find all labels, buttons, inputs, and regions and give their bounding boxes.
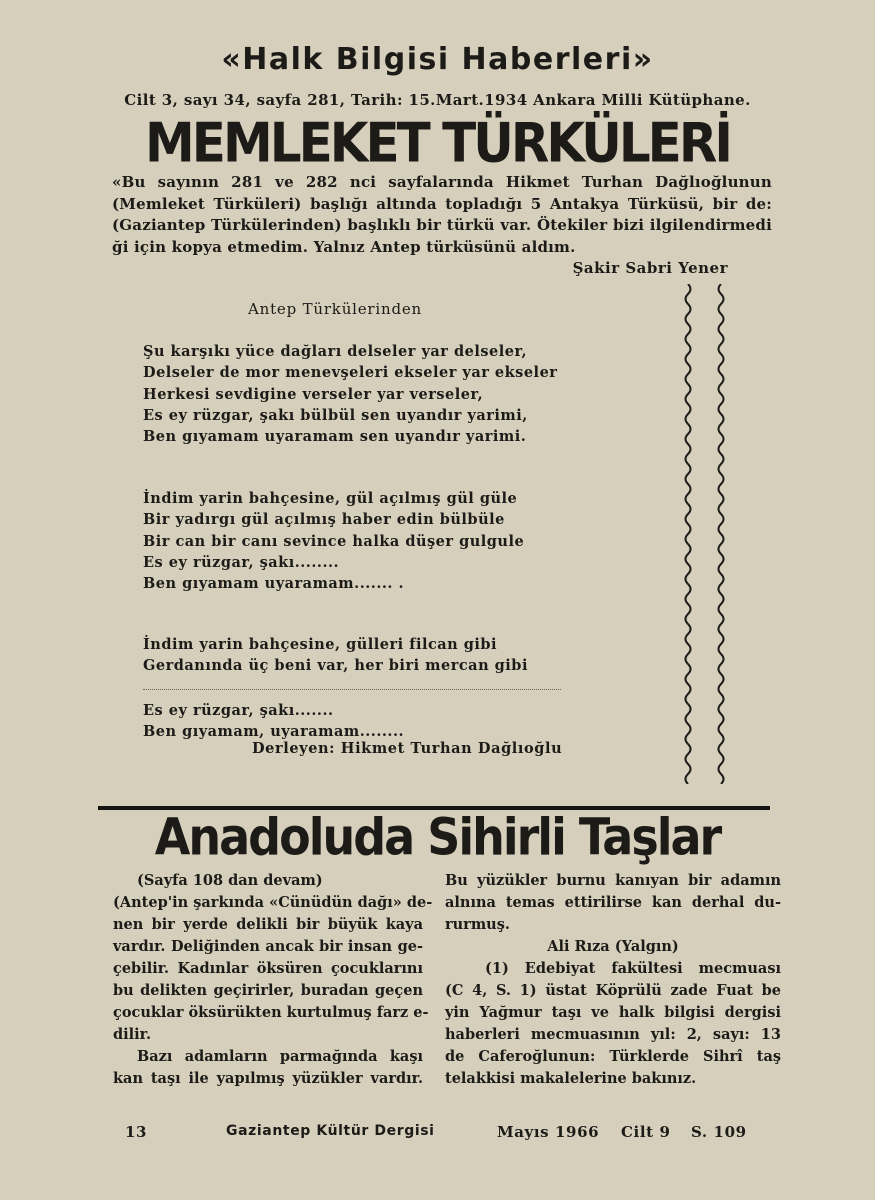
footnote-line: (1) Edebiyat fakültesi mecmuası <box>485 960 781 977</box>
column-line: nen bir yerde delikli bir büyük kaya <box>113 916 423 933</box>
poem-line: Ben gıyamam, uyaramam........ <box>143 723 405 741</box>
column-line: alnına temas ettirilirse kan derhal du- <box>445 894 781 911</box>
poem-title: Antep Türkülerinden <box>248 300 422 318</box>
poem-line: Gerdanında üç beni var, her biri mercan gibi <box>143 657 528 675</box>
page-number: 13 <box>125 1123 148 1141</box>
poem-stanza-3 <box>143 634 528 677</box>
column-line: Bazı adamların parmağında kaşı <box>137 1048 423 1065</box>
footnote-line: telakkisi makalelerine bakınız. <box>445 1070 697 1087</box>
footnote-line: (C 4, S. 1) üstat Köprülü zade Fuat be <box>445 982 781 999</box>
footnote-line: yin Yağmur taşı ve halk bilgisi dergisi <box>445 1004 781 1021</box>
column-line: çocuklar öksürükten kurtulmuş farz e- <box>113 1004 429 1021</box>
poem-stanza-1 <box>143 341 557 447</box>
column-line: kan taşı ile yapılmış yüzükler vardır. <box>113 1070 423 1087</box>
poem-stanza-2 <box>143 488 524 594</box>
poem-stanza-4 <box>143 700 404 743</box>
poem-line: Bir can bir canı sevince halka düşer gulgule <box>143 532 525 550</box>
poem-line: Bir yadırgı gül açılmış haber edin bülbüle <box>143 511 505 529</box>
column-line: rurmuş. <box>445 916 510 933</box>
poem-line: Delseler de mor menevşeleri ekseler yar ekseler <box>143 364 558 382</box>
source-title: «Halk Bilgisi Haberleri» <box>221 42 654 77</box>
poem-line: Es ey rüzgar, şakı........ <box>143 553 340 571</box>
source-citation: Cilt 3, sayı 34, sayfa 281, Tarih: 15.Mart.1934 Ankara Milli Kütüphane. <box>124 91 751 109</box>
footnote-line: haberleri mecmuasının yıl: 2, sayı: 13 <box>445 1026 781 1043</box>
magazine-name: Gaziantep Kültür Dergisi <box>226 1123 435 1139</box>
poem-line: Ben gıyamam uyaramam....... . <box>143 575 405 593</box>
dotted-divider <box>143 689 561 690</box>
column-line: vardır. Deliğinden ancak bir insan ge- <box>113 938 423 955</box>
collector-credit: Derleyen: Hikmet Turhan Dağlıoğlu <box>252 740 563 757</box>
poem-line: İndim yarin bahçesine, gül açılmış gül güle <box>143 490 518 507</box>
column-line: bu delikten geçirirler, buradan geçen <box>113 982 423 999</box>
article-column-left <box>113 870 433 1090</box>
poem-line: Es ey rüzgar, şakı....... <box>143 702 334 719</box>
footnote-line: de Caferoğlunun: Türklerde Sihrî taş <box>445 1048 781 1065</box>
column-line: Bu yüzükler burnu kanıyan bir adamın <box>445 872 781 889</box>
article-title-sihirli-taslar: Anadoluda Sihirli Taşlar <box>154 807 721 867</box>
decorative-border-right <box>713 284 729 784</box>
column-line: (Sayfa 108 dan devam) <box>137 872 323 889</box>
intro-signature: Şakir Sabri Yener <box>572 259 728 277</box>
volume-number: Cilt 9 <box>621 1123 671 1141</box>
poem-line: Herkesi sevdigine verseler yar verseler, <box>143 385 484 403</box>
issue-date: Mayıs 1966 <box>497 1123 600 1141</box>
poem-line: Es ey rüzgar, şakı bülbül sen uyandır yarimi, <box>143 406 528 424</box>
decorative-border-left <box>680 284 696 784</box>
intro-paragraph: «Bu sayının 281 ve 282 nci sayfalarında Hikmet Turhan Dağlıoğlunun (Memleket Türküleri) başlığı altında topladığı 5 Antakya Türküsü, bir de: (Gaziantep Türkülerinden) başlıklı bir türkü var. Ötekiler bizi ilgilendirmedi ği için kopya etmedim. Yalnız Antep türküsünü aldım. <box>112 173 772 256</box>
column-line: (Antep'in şarkında «Cünüdün dağı» de- <box>113 894 433 911</box>
poem-line: Ben gıyamam uyaramam sen uyandır yarimi. <box>143 428 527 446</box>
article-column-right <box>445 870 781 1090</box>
author-signature: Ali Rıza (Yalgın) <box>547 938 679 955</box>
column-line: dilir. <box>113 1026 152 1043</box>
article-title-memleket: MEMLEKET TÜRKÜLERİ <box>145 111 730 175</box>
column-line: çebilir. Kadınlar öksüren çocuklarını <box>113 960 423 977</box>
poem-line: Şu karşıkı yüce dağları delseler yar delseler, <box>143 343 528 360</box>
issue-number: S. 109 <box>691 1123 747 1141</box>
poem-line: İndim yarin bahçesine, gülleri filcan gibi <box>143 636 498 653</box>
